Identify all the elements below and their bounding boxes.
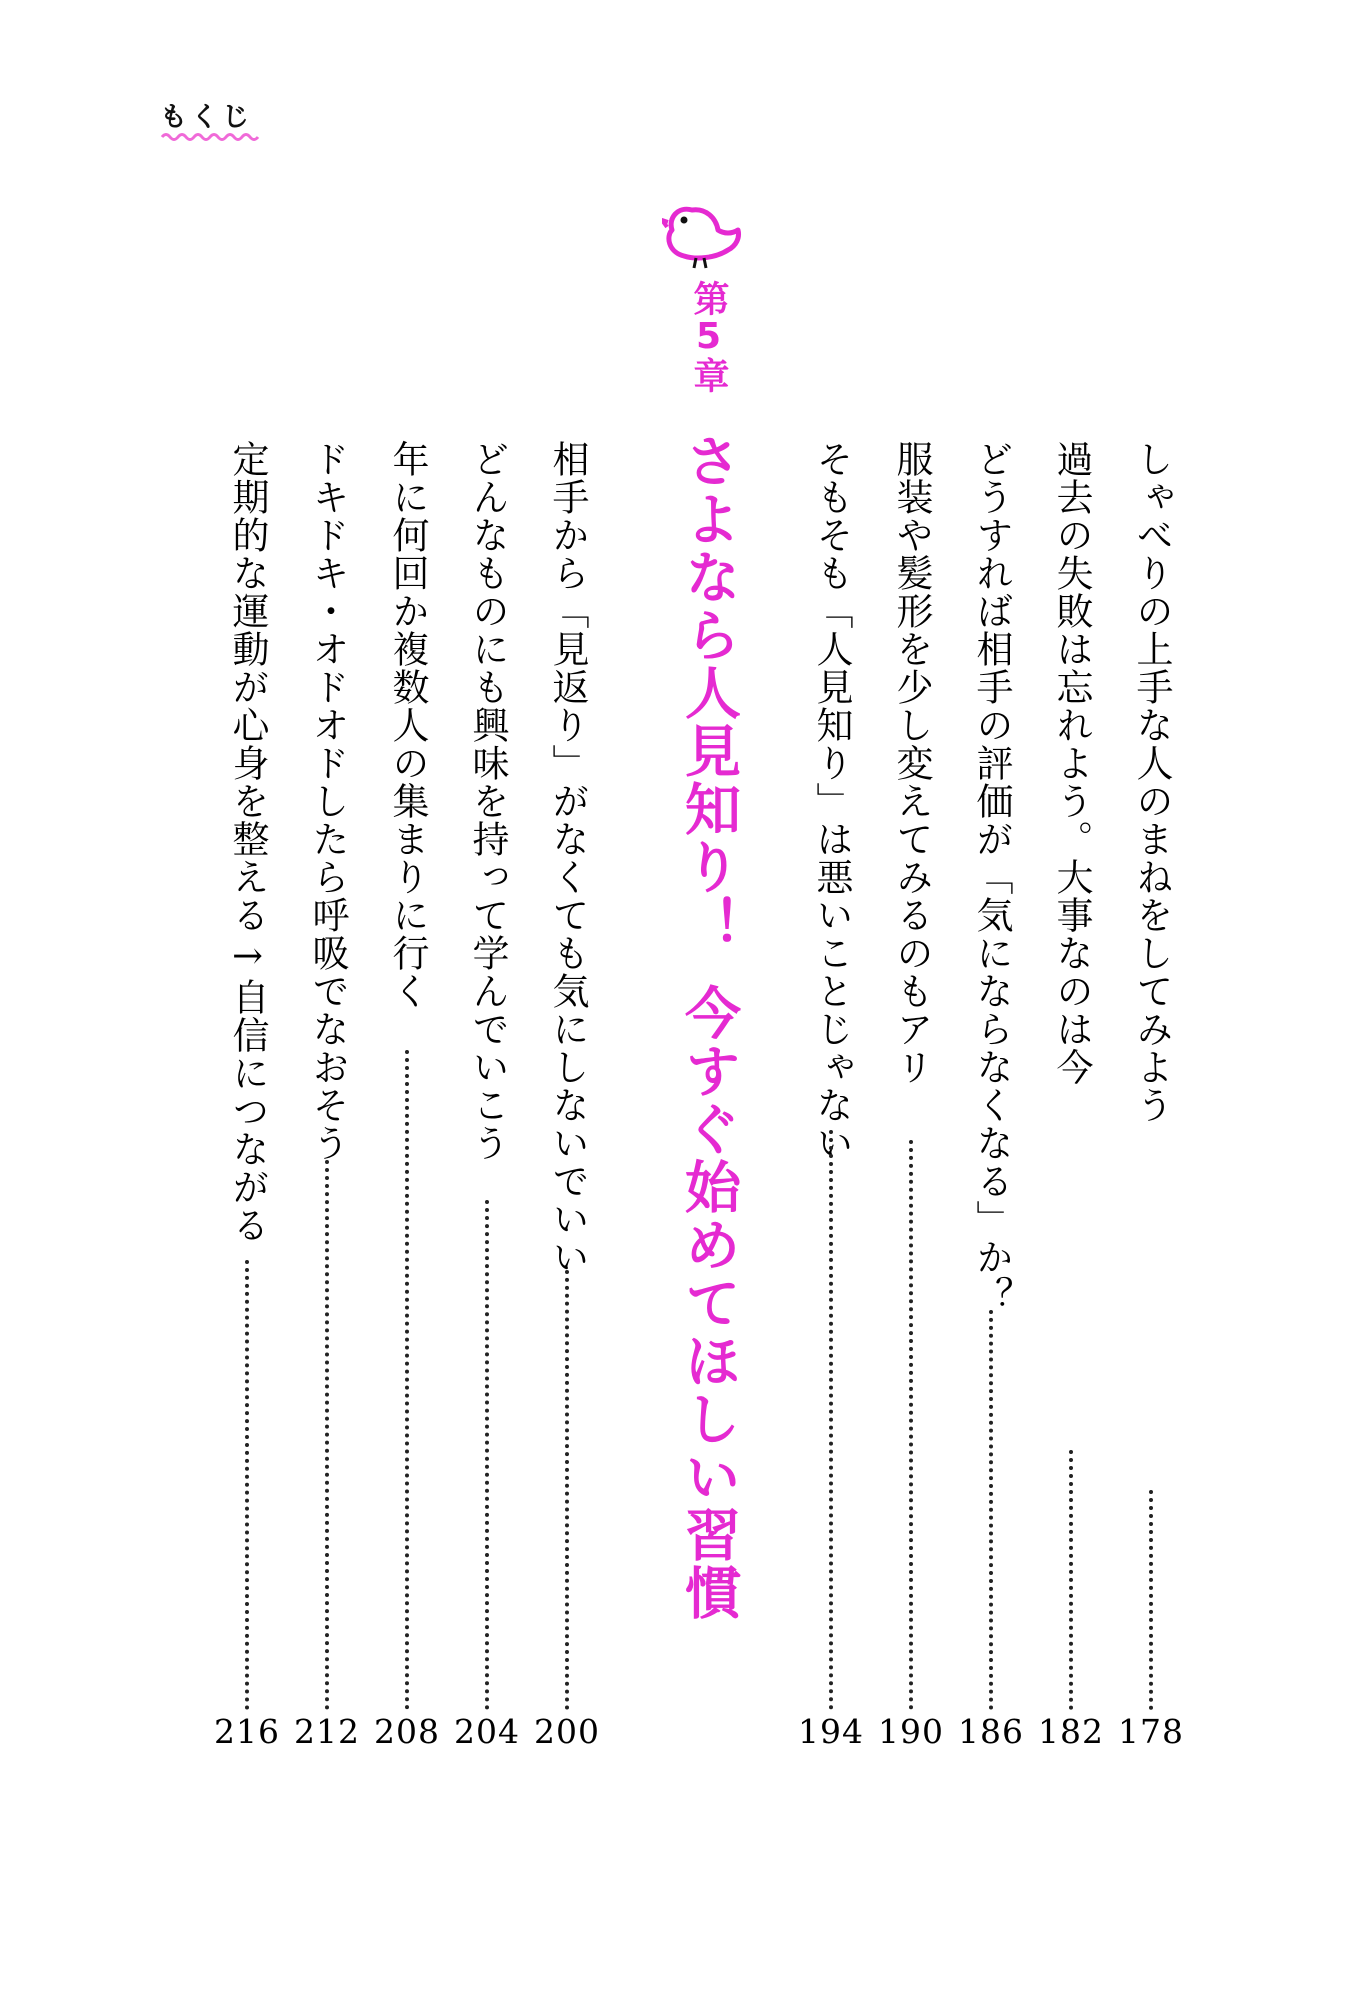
chick-icon <box>662 200 744 270</box>
toc-header-label: もくじ <box>160 102 253 133</box>
toc-entry-page[interactable]: 186 <box>958 1712 1024 1751</box>
toc-entry[interactable] <box>543 440 591 1710</box>
dot-leader <box>1069 1450 1073 1710</box>
toc-entry[interactable] <box>887 440 935 1710</box>
toc-entry-title: しゃべりの上手な人のまねをしてみよう <box>1130 440 1173 1124</box>
toc-entry-title: 服装や髪形を少し変えてみるのもアリ <box>890 440 933 1086</box>
dot-leader <box>405 1050 409 1710</box>
toc-entry[interactable] <box>383 440 431 1710</box>
toc-entry-page[interactable]: 216 <box>214 1712 280 1751</box>
dot-leader <box>565 1270 569 1710</box>
toc-entry[interactable] <box>1127 440 1175 1710</box>
toc-entry-title: どんなものにも興味を持って学んでいこう <box>466 440 509 1162</box>
toc-entry[interactable] <box>463 440 511 1710</box>
toc-entry-title: ドキドキ・オドオドしたら呼吸でなおそう <box>306 440 349 1162</box>
dot-leader <box>829 1130 833 1710</box>
toc-header <box>160 95 253 134</box>
dot-leader <box>325 1160 329 1710</box>
toc-entry-page[interactable]: 182 <box>1038 1712 1104 1751</box>
dot-leader <box>245 1260 249 1710</box>
toc-entry-page[interactable]: 194 <box>798 1712 864 1751</box>
dot-leader <box>485 1200 489 1710</box>
dot-leader <box>909 1140 913 1710</box>
toc-entry[interactable] <box>1047 440 1095 1710</box>
toc-entry-title: どうすれば相手の評価が「気にならなくなる」か？ <box>970 440 1013 1314</box>
dot-leader <box>1149 1490 1153 1710</box>
toc-entry-page[interactable]: 208 <box>374 1712 440 1751</box>
chapter-title-part1: さよなら人見知り！ <box>676 432 741 954</box>
toc-entry-title: 相手から「見返り」がなくても気にしないでいい <box>546 440 589 1276</box>
toc-entry-title: 年に何回か複数人の集まりに行く <box>386 440 429 1010</box>
dot-leader <box>989 1310 993 1710</box>
toc-entry-title: そもそも「人見知り」は悪いことじゃない <box>810 440 853 1162</box>
toc-entry[interactable] <box>967 440 1015 1710</box>
toc-entry-page[interactable]: 212 <box>294 1712 360 1751</box>
chapter-label: 第5章 <box>688 280 729 393</box>
toc-entry-page[interactable]: 190 <box>878 1712 944 1751</box>
toc-entry-page[interactable]: 204 <box>454 1712 520 1751</box>
toc-entry-page[interactable]: 178 <box>1118 1712 1184 1751</box>
toc-entry-title: 定期的な運動が心身を整える→自信につながる <box>226 440 269 1244</box>
toc-entry-title: 過去の失敗は忘れよう。大事なのは今 <box>1050 440 1093 1086</box>
chapter-title-part2: 今すぐ始めてほしい習慣 <box>676 984 741 1622</box>
toc-entry[interactable] <box>223 440 271 1710</box>
toc-entry[interactable] <box>807 440 855 1710</box>
toc-entry-page[interactable]: 200 <box>534 1712 600 1751</box>
chapter-title <box>675 432 741 1622</box>
toc-entry[interactable] <box>303 440 351 1710</box>
wavy-underline-icon <box>160 131 260 143</box>
